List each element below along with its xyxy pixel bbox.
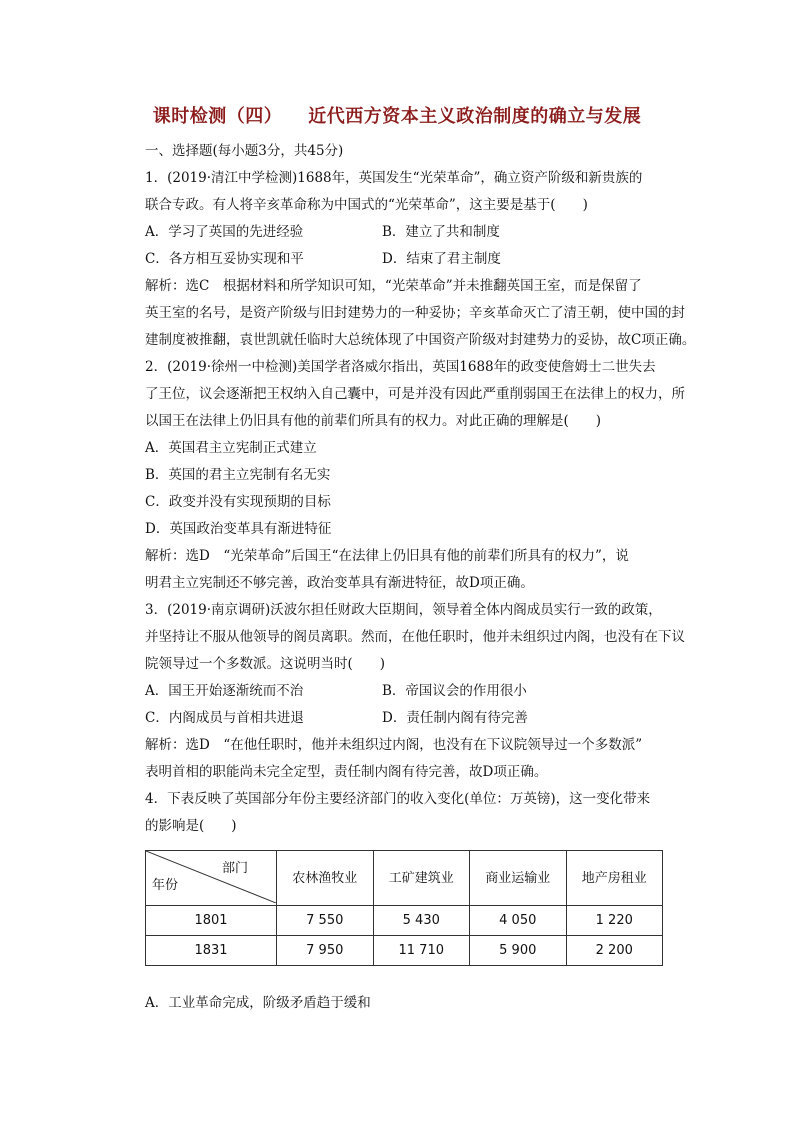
q3-option-a: A．国王开始逐渐统而不治 (145, 683, 304, 699)
table-cell: 5 900 (470, 936, 567, 966)
q1-option-b: B．建立了共和制度 (382, 224, 500, 240)
q1-options-row2 (145, 246, 660, 273)
q2-line3: 以国王在法律上仍旧具有他的前辈们所具有的权力。对此正确的理解是( ) (145, 413, 602, 429)
q3-line1: 3．(2019·南京调研)沃波尔担任财政大臣期间，领导着全体内阁成员实行一致的政策， (145, 602, 662, 618)
q3-line3: 院领导过一个多数派。这说明当时( ) (145, 656, 386, 672)
table-cell: 1831 (146, 936, 277, 966)
q3-line2: 并坚持让不服从他领导的阁员离职。然而，在他任职时，他并未组织过内阁，也没有在下议 (145, 629, 685, 645)
corner-label-bottom: 年份 (152, 878, 179, 893)
q3-explanation-1: 解析：选D “在他任职时，他并未组织过内阁，也没有在下议院领导过一个多数派” (145, 737, 643, 753)
table-row (146, 936, 663, 966)
q1-explanation-2: 英王室的名号，是资产阶级与旧封建势力的一种妥协；辛亥革命灭亡了清王朝，使中国的封 (145, 305, 685, 321)
table-header: 地产房租业 (566, 851, 663, 906)
table-corner-cell (146, 851, 277, 906)
table-cell: 7 550 (277, 906, 374, 936)
document-body (145, 138, 696, 1017)
income-table (145, 850, 663, 966)
q4-line1: 4．下表反映了英国部分年份主要经济部门的收入变化(单位：万英镑)，这一变化带来 (145, 791, 651, 807)
title-part2: 近代西方资本主义政治制度的确立与发展 (308, 106, 642, 127)
corner-label-top: 部门 (221, 861, 248, 876)
q2-explanation-1: 解析：选D “光荣革命”后国王“在法律上仍旧具有他的前辈们所具有的权力”，说 (145, 548, 629, 564)
q2-option-b: B．英国的君主立宪制有名无实 (145, 467, 331, 483)
q1-line1: 1．(2019·清江中学检测)1688年，英国发生“光荣革命”，确立资产阶级和新贵族的 (145, 170, 643, 186)
table-cell: 1 220 (566, 906, 663, 936)
q1-option-c: C．各方相互妥协实现和平 (145, 251, 304, 267)
q3-options-row1 (145, 678, 660, 705)
q3-option-c: C．内阁成员与首相共进退 (145, 710, 304, 726)
table-cell: 4 050 (470, 906, 567, 936)
section-heading: 一、选择题(每小题3分，共45分) (145, 143, 344, 159)
q2-line1: 2．(2019·徐州一中检测)美国学者洛威尔指出，英国1688年的政变使詹姆士二世失去 (145, 359, 656, 375)
q2-option-a: A．英国君主立宪制正式建立 (145, 440, 317, 456)
q1-option-a: A．学习了英国的先进经验 (145, 224, 304, 240)
q4-option-a: A．工业革命完成，阶级矛盾趋于缓和 (145, 995, 371, 1011)
q2-explanation-2: 明君主立宪制还不够完善，政治变革具有渐进特征，故D项正确。 (145, 575, 534, 591)
q3-option-b: B．帝国议会的作用很小 (382, 683, 527, 699)
q1-explanation-3: 建制度被推翻，袁世凯就任临时大总统体现了中国资产阶级对封建势力的妥协，故C项正确。 (145, 332, 696, 348)
q3-option-d: D．责任制内阁有待完善 (382, 710, 528, 726)
table-row (146, 906, 663, 936)
table-header: 商业运输业 (470, 851, 567, 906)
title-part1: 课时检测（四） (152, 106, 283, 127)
q3-explanation-2: 表明首相的职能尚未完全定型，责任制内阁有待完善，故D项正确。 (145, 764, 548, 780)
q1-options-row1 (145, 219, 660, 246)
q4-line2: 的影响是( ) (145, 818, 237, 834)
table-cell: 2 200 (566, 936, 663, 966)
q3-options-row2 (145, 705, 660, 732)
page-title (0, 102, 794, 128)
table-header: 工矿建筑业 (373, 851, 470, 906)
q1-option-d: D．结束了君主制度 (382, 251, 501, 267)
q2-option-c: C．政变并没有实现预期的目标 (145, 494, 331, 510)
table-header: 农林渔牧业 (277, 851, 374, 906)
table-cell: 5 430 (373, 906, 470, 936)
table-header-row (146, 851, 663, 906)
q2-line2: 了王位，议会逐渐把王权纳入自己囊中，可是并没有因此严重削弱国王在法律上的权力，所 (145, 386, 685, 402)
table-cell: 11 710 (373, 936, 470, 966)
q2-option-d: D．英国政治变革具有渐进特征 (145, 521, 332, 537)
table-cell: 7 950 (277, 936, 374, 966)
q1-line2: 联合专政。有人将辛亥革命称为中国式的“光荣革命”，这主要是基于( ) (145, 197, 588, 213)
q1-explanation-1: 解析：选C 根据材料和所学知识可知，“光荣革命”并未推翻英国王室，而是保留了 (145, 278, 642, 294)
table-cell: 1801 (146, 906, 277, 936)
